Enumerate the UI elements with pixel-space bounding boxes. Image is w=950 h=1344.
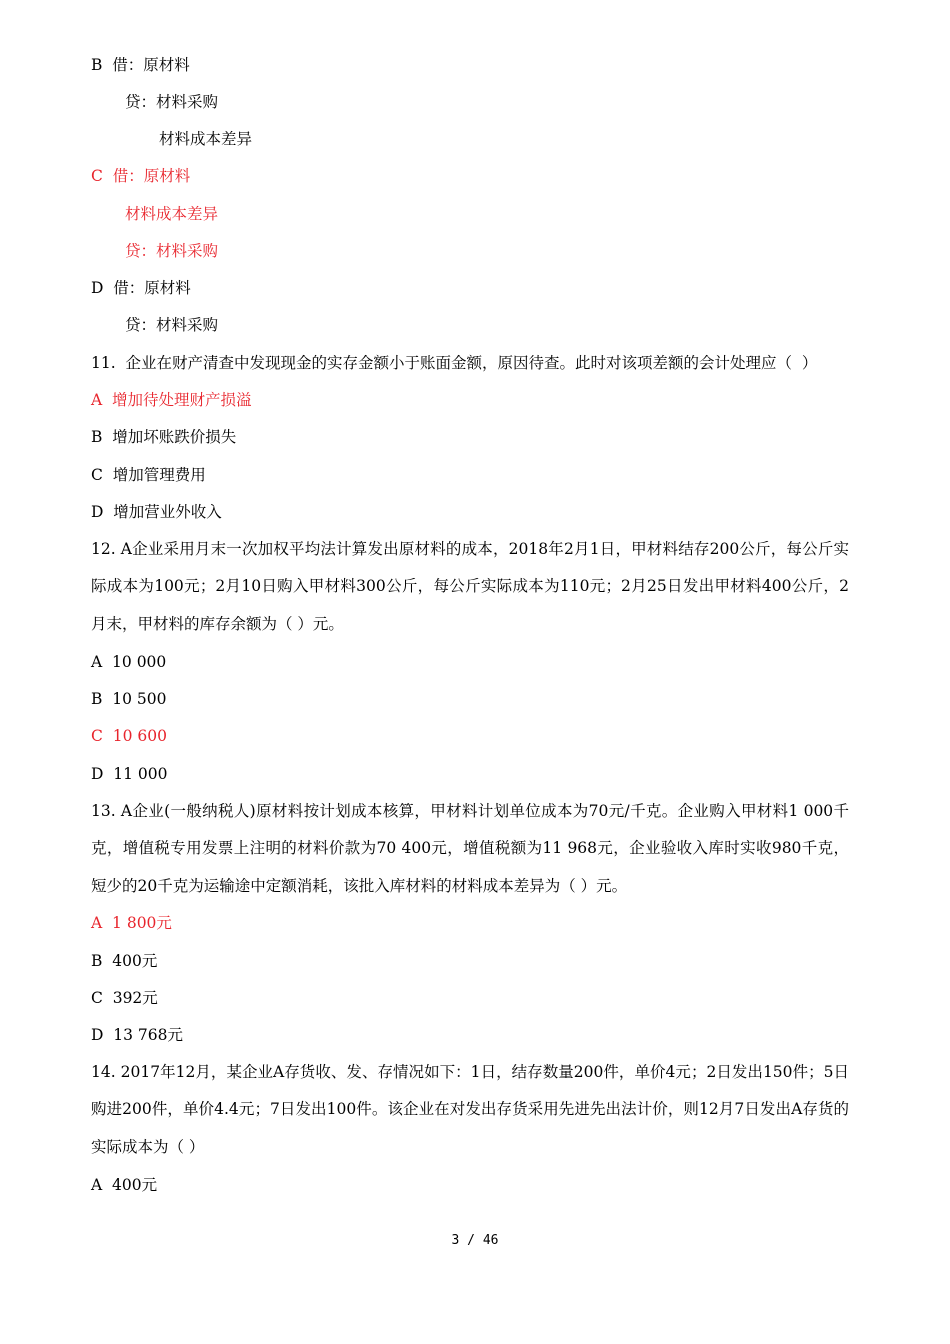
question-13-option-c: C 392元 xyxy=(91,989,158,1007)
question-12-option-b: B 10 500 xyxy=(91,690,167,708)
question-13-option-a: A 1 800元 xyxy=(91,914,172,932)
question-11-option-a: A 增加待处理财产损溢 xyxy=(91,391,252,409)
question-11-option-b: B 增加坏账跌价损失 xyxy=(91,428,237,446)
question-12-option-a: A 10 000 xyxy=(91,653,167,671)
question-14-option-a: A 400元 xyxy=(91,1176,158,1194)
question-12-option-d: D 11 000 xyxy=(91,765,168,783)
option-b-credit: 贷：材料采购 xyxy=(125,93,219,111)
question-12-stem: 12. A企业采用月末一次加权平均法计算发出原材料的成本，2018年2月1日，甲材料结存200公斤，每公斤实际成本为100元；2月10日购入甲材料300公斤，每公斤实际成本为110元；2月25日发出甲材料400公斤，2月末，甲材料的库存余额为（ ）元。 xyxy=(91,540,849,633)
option-c-credit: 贷：材料采购 xyxy=(125,242,219,260)
option-c-answer: C 借：原材料 xyxy=(91,167,191,185)
page-number: 3 / 46 xyxy=(451,1233,499,1248)
question-14-stem: 14. 2017年12月，某企业A存货收、发、存情况如下：1日，结存数量200件，单价4元；2日发出150件；5日购进200件，单价4.4元；7日发出100件。该企业在对发出存货采用先进先出法计价，则12月7日发出A存货的实际成本为（ ） xyxy=(91,1063,849,1156)
option-d: D 借：原材料 xyxy=(91,279,191,297)
option-b-credit-2: 材料成本差异 xyxy=(159,130,253,148)
question-13-option-b: B 400元 xyxy=(91,952,158,970)
option-c-debit-2: 材料成本差异 xyxy=(125,205,219,223)
option-d-credit: 贷：材料采购 xyxy=(125,316,219,334)
question-11-stem: 11. 企业在财产清查中发现现金的实存金额小于账面金额，原因待查。此时对该项差额的会计处理应（ ） xyxy=(91,354,818,372)
question-11-option-d: D 增加营业外收入 xyxy=(91,503,222,521)
question-13-stem: 13. A企业(一般纳税人)原材料按计划成本核算，甲材料计划单位成本为70元/千克。企业购入甲材料1 000千克，增值税专用发票上注明的材料价款为70 400元，增值税额为11 968元，企业验收入库时实收980千克，短少的20千克为运输途中定额消耗，该批入库材料的材料成本差异为（ ）元。 xyxy=(91,802,849,895)
question-11-option-c: C 增加管理费用 xyxy=(91,466,206,484)
question-13-option-d: D 13 768元 xyxy=(91,1026,184,1044)
option-b: B 借：原材料 xyxy=(91,56,190,74)
question-12-option-c: C 10 600 xyxy=(91,727,167,745)
